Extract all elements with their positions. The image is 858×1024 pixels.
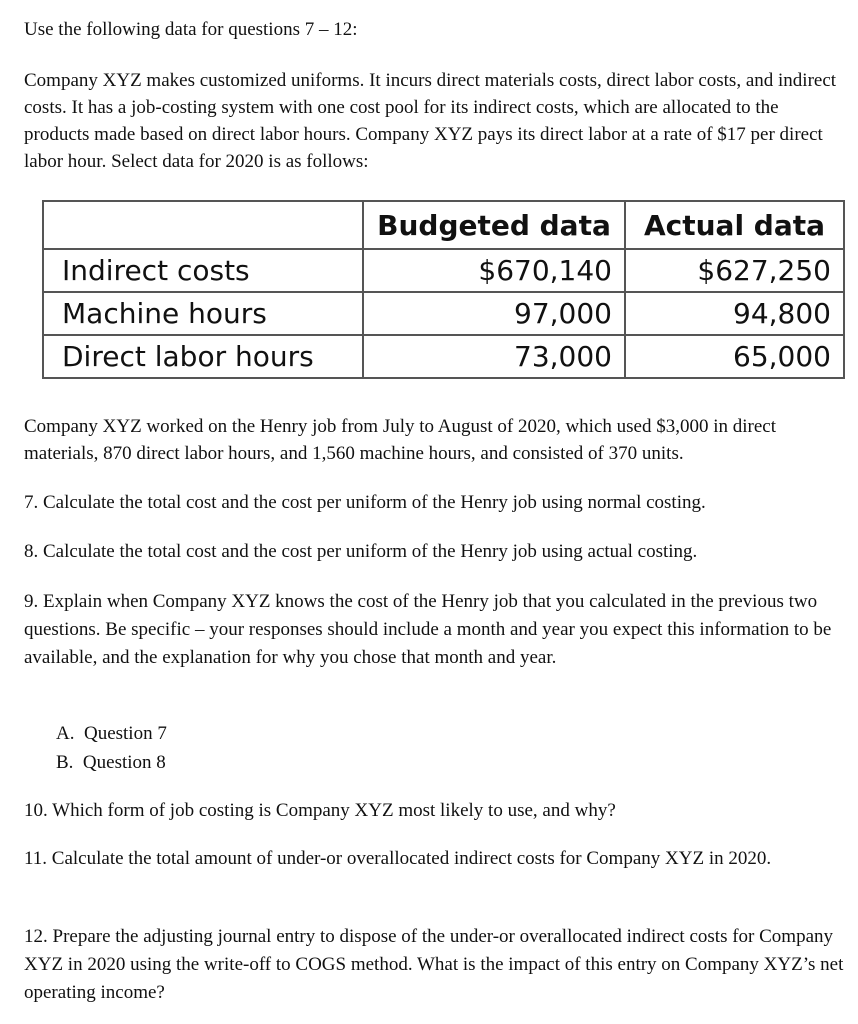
question-9: 9. Explain when Company XYZ knows the cost of the Henry job that you calculated in the previous two questions. Be specific – your responses should include a month and year you expect this information to be available, and the explanation for why you chose that month and year. [24,591,832,668]
question-12: 12. Prepare the adjusting journal entry to dispose of the under-or overallocated indirect costs for Company XYZ in 2020 using the write-off to COGS method. What is the impact of this entry on Company XYZ’s net operating income? [24,926,844,1003]
table-row [43,292,844,335]
question-9-option-a: A. Question 7 [56,723,167,744]
actual-value: $627,250 [625,249,844,292]
table-row [43,249,844,292]
cost-data-table [42,200,845,379]
table-row [43,335,844,378]
row-label: Indirect costs [43,249,363,292]
table-header-row [43,201,844,249]
question-11: 11. Calculate the total amount of under-or overallocated indirect costs for Company XYZ in 2020. [24,848,772,869]
table-header-budgeted: Budgeted data [363,201,625,249]
question-7: 7. Calculate the total cost and the cost per uniform of the Henry job using normal costing. [24,492,706,513]
company-description: Company XYZ makes customized uniforms. It incurs direct materials costs, direct labor costs, and indirect costs. It has a job-costing system with one cost pool for its indirect costs, which are allocated to the products made based on direct labor hours. Company XYZ pays its direct labor at a rate of $17 per direct labor hour. Select data for 2020 is as follows: [24,70,837,172]
actual-value: 65,000 [625,335,844,378]
intro-text: Use the following data for questions 7 – 12: [24,19,358,40]
question-10: 10. Which form of job costing is Company XYZ most likely to use, and why? [24,800,616,821]
henry-job-description: Company XYZ worked on the Henry job from July to August of 2020, which used $3,000 in direct materials, 870 direct labor hours, and 1,560 machine hours, and consisted of 370 units. [24,416,776,464]
budgeted-value: 97,000 [363,292,625,335]
table-header-empty [43,201,363,249]
actual-value: 94,800 [625,292,844,335]
budgeted-value: 73,000 [363,335,625,378]
question-8: 8. Calculate the total cost and the cost per uniform of the Henry job using actual costing. [24,541,698,562]
budgeted-value: $670,140 [363,249,625,292]
question-9-option-b: B. Question 8 [56,752,166,773]
row-label: Direct labor hours [43,335,363,378]
table-header-actual: Actual data [625,201,844,249]
row-label: Machine hours [43,292,363,335]
